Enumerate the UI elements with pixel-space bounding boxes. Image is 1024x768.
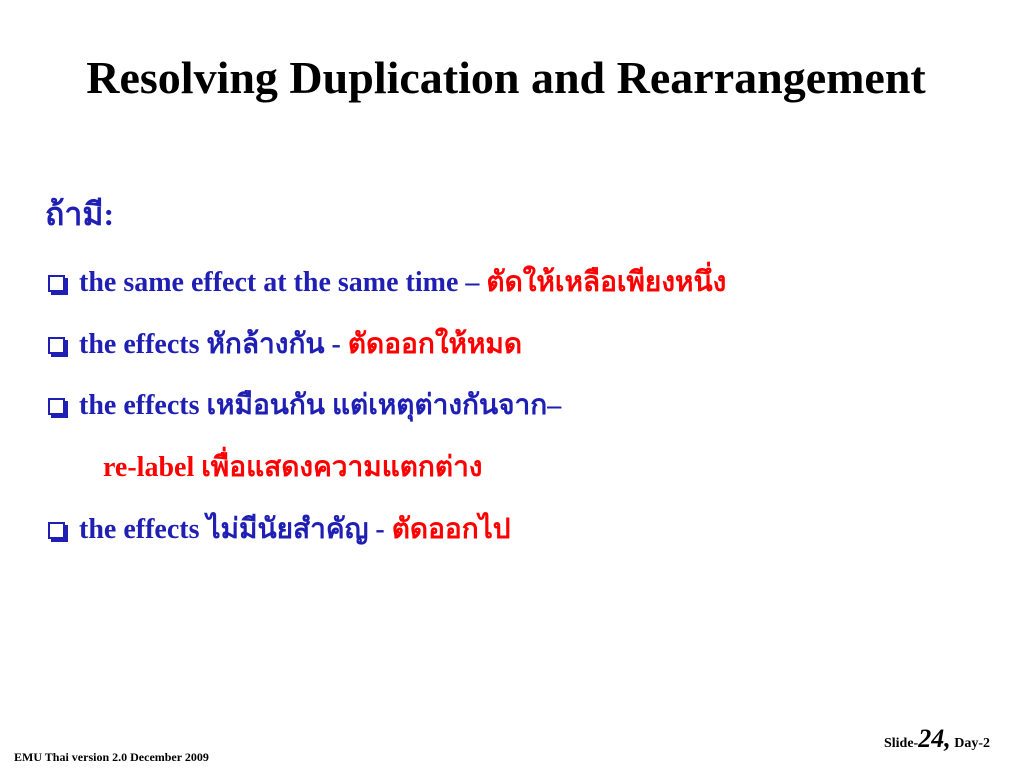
square-bullet-icon (48, 275, 65, 292)
bullet-2-red-text: ตัดออกให้หมด (347, 329, 523, 360)
slide-title: Resolving Duplication and Rearrangement (86, 52, 926, 103)
bullet-1-text: the same effect at the same time – (79, 267, 487, 298)
square-bullet-icon (48, 337, 65, 354)
bullet-2-text: the effects หักล้างกัน - (79, 329, 348, 360)
footer-version: EMU Thai version 2.0 December 2009 (14, 750, 209, 764)
bullet-item-3 (48, 386, 561, 426)
bullet-item-4 (48, 510, 511, 550)
slide-number-value: 24, (918, 724, 951, 753)
slide-prefix: Slide- (883, 736, 919, 751)
bullet-3-text: the effects เหมือนกัน แต่เหตุต่างกันจาก– (79, 390, 562, 421)
square-bullet-icon (48, 398, 65, 415)
square-bullet-icon (48, 522, 65, 539)
day-label: Day-2 (954, 736, 990, 751)
section-heading: ถ้ามี: (45, 196, 115, 232)
bullet-1-red-text: ตัดให้เหลือเพียงหนึ่ง (486, 267, 727, 298)
bullet-4-red-text: ตัดออกไป (391, 514, 511, 545)
bullet-3-continuation: re-label เพื่อแสดงความแตกต่าง (103, 452, 483, 483)
bullet-4-text: the effects ไม่มีนัยสำคัญ - (79, 514, 392, 545)
slide-number (884, 724, 990, 754)
bullet-item-2 (48, 325, 522, 365)
bullet-item-1 (48, 263, 726, 303)
